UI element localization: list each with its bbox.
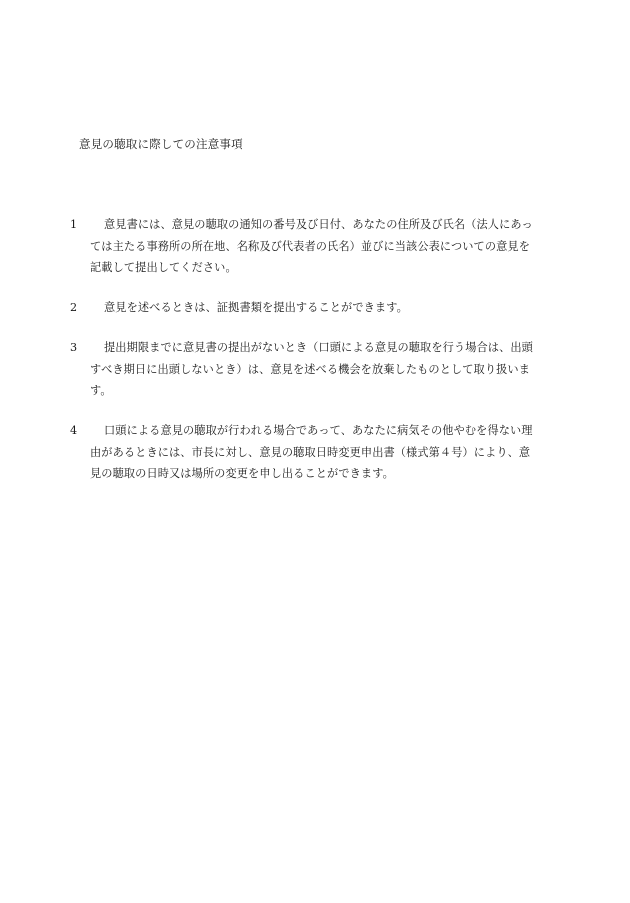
notice-item-line	[70, 337, 552, 359]
item-number: 4	[70, 423, 78, 437]
item-text: 意見書には、意見の聴取の通知の番号及び日付、あなたの住所及び氏名（法人にあっ	[104, 218, 533, 231]
notice-item-4	[70, 420, 552, 485]
item-text: 由があるときには、市長に対し、意見の聴取日時変更申出書（様式第４号）により、意	[90, 445, 531, 459]
item-text: 口頭による意見の聴取が行われる場合であって、あなたに病気その他やむを得ない理	[104, 423, 533, 437]
notice-item-line	[70, 297, 552, 319]
notice-item-line	[70, 420, 552, 442]
item-number: 2	[70, 301, 78, 315]
notice-item-1	[70, 214, 552, 279]
item-text: ては主たる事務所の所在地、名称及び代表者の氏名）並びに当該公表についての意見を	[90, 239, 530, 253]
notice-item-3	[70, 337, 552, 402]
item-number: 1	[70, 218, 78, 231]
item-text: 記載して提出してください。	[90, 261, 237, 275]
item-text: す。	[90, 384, 112, 398]
document-title: 意見の聴取に際しての注意事項	[79, 137, 243, 151]
item-number: 3	[70, 340, 78, 354]
notice-list	[70, 214, 552, 503]
item-text: 意見を述べるときは、証拠書類を提出することができます。	[104, 301, 408, 315]
item-text: すべき期日に出頭しないとき）は、意見を述べる機会を放棄したものとして取り扱いま	[90, 362, 530, 376]
item-text: 提出期限までに意見書の提出がないとき（口頭による意見の聴取を行う場合は、出頭	[104, 340, 533, 354]
notice-item-2	[70, 297, 552, 319]
item-text: 見の聴取の日時又は場所の変更を申し出ることができます。	[90, 467, 394, 481]
notice-item-line	[70, 214, 552, 236]
